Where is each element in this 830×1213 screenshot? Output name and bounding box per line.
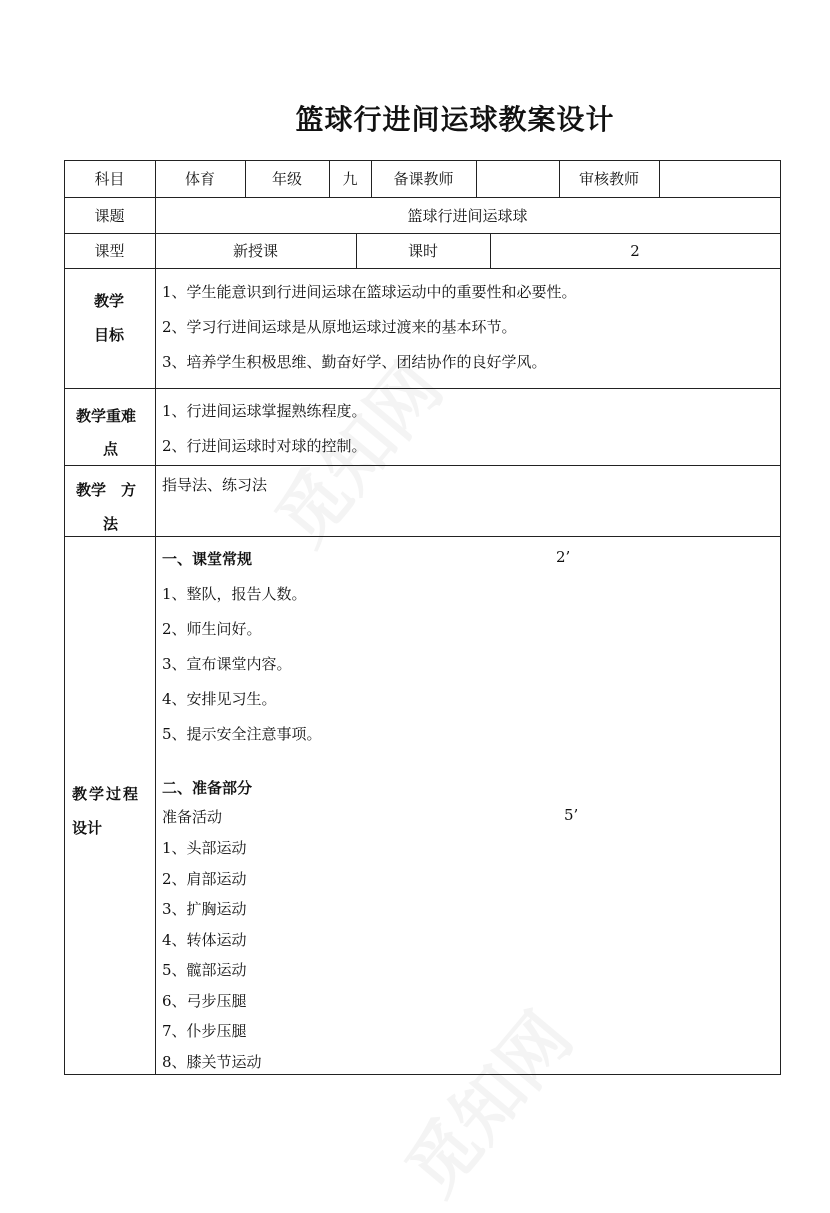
hours-label: 课时: [407, 242, 438, 260]
type-value: 新授课: [232, 242, 278, 260]
section2-item-2: 2、肩部运动: [162, 870, 247, 888]
goal-item-3: 3、培养学生积极思维、勤奋好学、团结协作的良好学风。: [162, 353, 547, 371]
review-teacher-label: 审核教师: [578, 170, 639, 188]
section1-item-2: 2、师生问好。: [162, 620, 262, 638]
goal-item-1: 1、学生能意识到行进间运球在篮球运动中的重要性和必要性。: [162, 283, 577, 301]
section1-time: 2’: [556, 548, 571, 566]
key-points-label-2: 点: [103, 440, 119, 458]
section2-item-1: 1、头部运动: [162, 839, 247, 857]
key-points-label-1: 教学重难: [76, 407, 137, 425]
section2-title: 二、准备部分: [162, 779, 253, 797]
prep-teacher-value: [476, 160, 559, 197]
methods-label-2: 法: [103, 515, 119, 533]
hours-value: 2: [630, 241, 640, 260]
key-point-item-1: 1、行进间运球掌握熟练程度。: [162, 402, 367, 420]
methods-label-1: 教学 方: [76, 481, 137, 499]
grade-label: 年级: [271, 170, 302, 188]
goals-label-1: 教学: [94, 292, 125, 310]
page-title: 篮球行进间运球教案设计: [295, 103, 615, 136]
section1-item-5: 5、提示安全注意事项。: [162, 725, 322, 743]
goals-label-2: 目标: [94, 326, 125, 344]
section2-item-7: 7、仆步压腿: [162, 1022, 247, 1040]
topic-label: 课题: [94, 206, 125, 225]
grade-value: 九: [342, 170, 358, 188]
methods-value: 指导法、练习法: [162, 476, 268, 494]
section2-item-4: 4、转体运动: [162, 931, 247, 949]
topic-value: 篮球行进间运球球: [407, 206, 528, 225]
section2-item-5: 5、髋部运动: [162, 961, 247, 979]
section2-subtitle: 准备活动: [162, 808, 223, 826]
review-teacher-value: [659, 160, 780, 197]
section2-time: 5’: [564, 806, 579, 824]
section2-item-6: 6、弓步压腿: [162, 992, 247, 1010]
section2-item-8: 8、膝关节运动: [162, 1053, 262, 1071]
goal-item-2: 2、学习行进间运球是从原地运球过渡来的基本环节。: [162, 318, 517, 336]
section1-item-1: 1、整队，报告人数。: [162, 585, 307, 603]
subject-label: 科目: [94, 170, 125, 188]
section1-item-4: 4、安排见习生。: [162, 690, 277, 708]
section1-item-3: 3、宣布课堂内容。: [162, 655, 292, 673]
key-point-item-2: 2、行进间运球时对球的控制。: [162, 437, 367, 455]
prep-teacher-label: 备课教师: [393, 170, 454, 188]
type-label: 课型: [94, 242, 125, 260]
section1-title: 一、课堂常规: [162, 550, 253, 568]
subject-value: 体育: [184, 170, 215, 188]
watermark-bottom: [379, 988, 591, 1213]
process-label-1: 教学过程: [72, 785, 141, 803]
process-label-2: 设计: [72, 819, 103, 837]
section2-item-3: 3、扩胸运动: [162, 900, 247, 918]
